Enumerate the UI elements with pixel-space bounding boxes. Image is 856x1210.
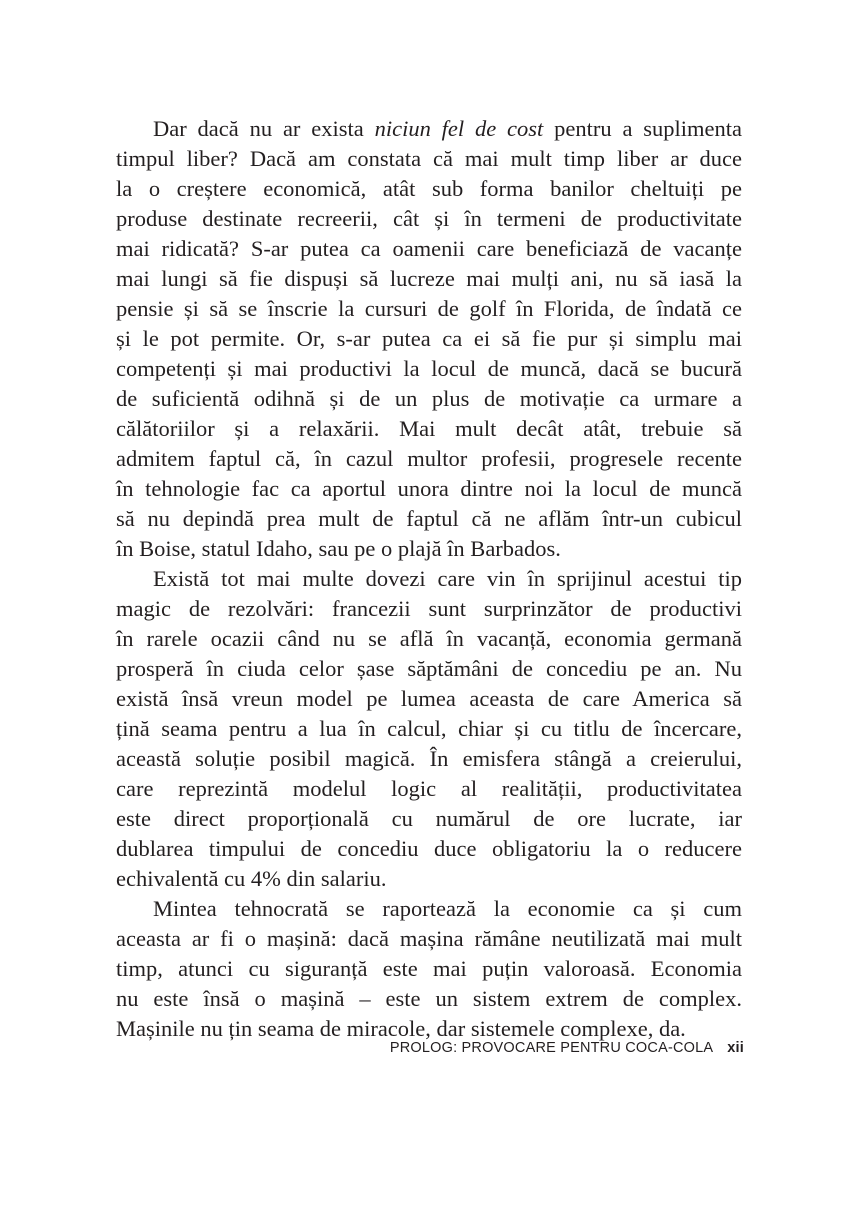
text-line: de suficientă odihnă și de un plus de motivație ca urmare a	[116, 386, 742, 411]
text-line: timpul liber? Dacă am constata că mai mult timp liber ar duce	[116, 146, 742, 171]
text-line: aceasta ar fi o mașină: dacă mașina rămâne neutilizată mai mult	[116, 926, 742, 951]
text-line: în rarele ocazii când nu se află în vacanță, economia germană	[116, 626, 742, 651]
paragraph-2	[116, 564, 742, 894]
italic-emphasis: niciun fel de cost	[374, 116, 544, 141]
text-line: există însă vreun model pe lumea aceasta de care America să	[116, 686, 742, 711]
text-segment: pentru a suplimenta	[543, 116, 742, 141]
text-line	[116, 114, 742, 144]
text-line: călătoriilor și a relaxării. Mai mult decât atât, trebuie să	[116, 416, 742, 441]
text-segment: Dar dacă nu ar exista	[153, 116, 375, 141]
text-line: magic de rezolvări: francezii sunt surprinzător de productivi	[116, 596, 742, 621]
body-text	[116, 114, 742, 1044]
text-line: țină seama pentru a lua în calcul, chiar și cu titlu de încercare,	[116, 716, 742, 741]
text-line: admitem faptul că, în cazul multor profesii, progresele recente	[116, 446, 742, 471]
text-line: competenți și mai productivi la locul de muncă, dacă se bucură	[116, 356, 742, 381]
text-line: să nu depindă prea mult de faptul că ne aflăm într-un cubicul	[116, 506, 742, 531]
text-line: care reprezintă modelul logic al realității, productivitatea	[116, 776, 742, 801]
running-head: PROLOG: PROVOCARE PENTRU COCA-COLA	[389, 1040, 714, 1056]
page-number: xii	[727, 1040, 744, 1056]
paragraph-1	[116, 114, 742, 564]
text-line: este direct proporțională cu numărul de ore lucrate, iar	[116, 806, 742, 831]
text-line: mai lungi să fie dispuși să lucreze mai mulți ani, nu să iasă la	[116, 266, 742, 291]
text-line: această soluție posibil magică. În emisfera stângă a creierului,	[116, 746, 742, 771]
text-line: și le pot permite. Or, s-ar putea ca ei să fie pur și simplu mai	[116, 326, 742, 351]
page-footer	[390, 1040, 744, 1056]
text-line: produse destinate recreerii, cât și în termeni de productivitate	[116, 206, 742, 231]
text-line: în Boise, statul Idaho, sau pe o plajă în Barbados.	[116, 536, 561, 561]
text-line: mai ridicată? S-ar putea ca oamenii care beneficiază de vacanțe	[116, 236, 742, 261]
text-line: pensie și să se înscrie la cursuri de golf în Florida, de îndată ce	[116, 296, 742, 321]
text-line: în tehnologie fac ca aportul unora dintre noi la locul de muncă	[116, 476, 742, 501]
text-line: nu este însă o mașină – este un sistem extrem de complex.	[116, 986, 742, 1011]
text-line: timp, atunci cu siguranță este mai puțin valoroasă. Economia	[116, 956, 742, 981]
paragraph-3	[116, 894, 742, 1044]
text-line: prosperă în ciuda celor șase săptămâni de concediu pe an. Nu	[116, 656, 742, 681]
text-line: echivalentă cu 4% din salariu.	[116, 866, 387, 891]
text-line: Există tot mai multe dovezi care vin în sprijinul acestui tip	[153, 566, 742, 591]
text-line: dublarea timpului de concediu duce obligatoriu la o reducere	[116, 836, 742, 861]
text-line: Mașinile nu țin seama de miracole, dar sistemele complexe, da.	[116, 1016, 686, 1041]
text-line: la o creștere economică, atât sub forma banilor cheltuiți pe	[116, 176, 742, 201]
text-line: Mintea tehnocrată se raportează la economie ca și cum	[153, 896, 742, 921]
